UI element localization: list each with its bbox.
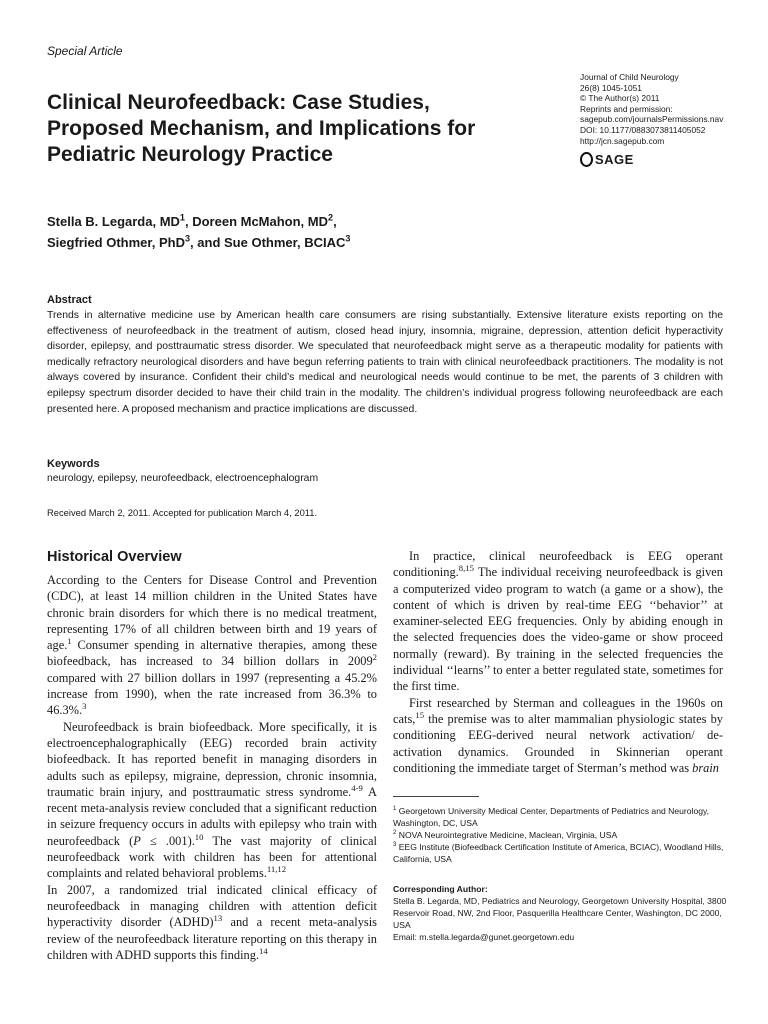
body-column-left	[47, 572, 377, 963]
citation[interactable]: 15	[415, 709, 425, 720]
paragraph: First researched by Sterman and colleagues in the 1960s on cats,$^{15}$ the premise was to alter mammalian physiologic states by conditioning EEG-derived neural network activation/ de-activation dynamics. Grounded in Skinnerian operant conditioning the immediate target of Sterman’s method was brain	[393, 695, 723, 775]
paragraph: Neurofeedback is brain biofeedback. More specifically, it is electroencephalographically (EEG) recorded brain activity biofeedback. It has reported benefit in managing disorders in adults such as epilepsy, migraine, depression, chronic insomnia, traumatic brain injury, and posttraumatic stress syndrome.$^{4-9}$ A recent meta-analysis review concluded that a significant reduction in seizure frequency occurs in adults with epilepsy who train with neurofeedback (P ≤ .001).$^{10}$ The vast majority of clinical neurofeedback work with children has been for attentional complaints and related behavioral problems.$^{11,12}$	[47, 719, 377, 881]
citation[interactable]: 2	[372, 652, 377, 663]
journal-name: Journal of Child Neurology	[580, 72, 679, 82]
footnote: $^1$ Georgetown University Medical Center, Departments of Pediatrics and Neurology, Washington, DC, USA	[393, 806, 710, 828]
received-date: Received March 2, 2011. Accepted for publication March 4, 2011.	[47, 507, 318, 518]
copyright: © The Author(s) 2011	[580, 93, 660, 104]
affiliation-footnotes	[393, 806, 733, 866]
section-heading: Historical Overview	[47, 549, 182, 565]
special-article-label: Special Article	[47, 44, 123, 58]
abstract-text: Trends in alternative medicine use by American health care consumers are rising substantially. Extensive literature exists reporting on the effectiveness of neurofeedback in the treatment of autism, closed head injury, insomnia, migraine, depression, attention deficit hyperactivity disorder, epilepsy, and posttraumatic stress disorder. We speculated that neurofeedback might serve as a therapeutic modality for patients with medically refractory neurological disorders and have begun referring patients to train with clinical neurofeedback practitioners. The modality is not always covered by insurance. Confident their child’s medical and neurological needs would continue to be met, the parents of 3 children with epilepsy spectrum disorder decided to have their child train in the modality. The children’s individual progress following neurofeedback are each presented here. A proposed mechanism and practice implications are discussed.	[47, 310, 723, 415]
corresponding-email[interactable]: Email: m.stella.legarda@gunet.georgetown.edu	[393, 931, 575, 942]
sage-logo-icon	[580, 152, 593, 167]
author: Stella B. Legarda, MD	[47, 214, 180, 229]
abstract-heading: Abstract	[47, 294, 92, 306]
author: Doreen McMahon, MD	[192, 214, 329, 229]
author-affiliation: 3	[345, 233, 351, 244]
corresponding-author	[393, 884, 733, 944]
paragraph: In 2007, a randomized trial indicated clinical efficacy of neurofeedback in managing children with attention deficit hyperactivity disorder (ADHD)$^{13}$ and a recent meta-analysis review of the neurofeedback literature reporting on this therapy in children with ADHD supports this finding.$^{14}$	[47, 882, 378, 962]
journal-volume: 26(8) 1045-1051	[580, 82, 642, 93]
publisher-logo	[580, 152, 634, 167]
citation[interactable]: 8,15	[458, 563, 474, 574]
paragraph: According to the Centers for Disease Control and Prevention (CDC), at least 14 million children in the United States have chronic brain disorders for which there is no medical treatment, representing 17% of all children between birth and 19 years of age.$^1$ Consumer spending in alternative therapies, among these biofeedback, has increased to 34 billion dollars in 2009$^2$ compared with 27 billion dollars in 1997 (representing a 45.2% increase from 1990), when the rate increased from 36.3% to 46.3%.$^3$	[47, 573, 377, 718]
author: Sue Othmer, BCIAC	[224, 235, 346, 250]
footnote: $^2$ NOVA Neurointegrative Medicine, Maclean, Virginia, USA	[393, 829, 618, 840]
reprints-label: Reprints and permission:	[580, 103, 673, 114]
footnote-divider	[393, 796, 479, 797]
citation[interactable]: 4-9	[351, 782, 363, 793]
permissions-link[interactable]: sagepub.com/journalsPermissions.nav	[580, 114, 724, 125]
author-list: Stella B. Legarda, $MD^1$, Doreen McMahon, $MD^2$, Siegfried Othmer, PhD$^3$, and Sue Othmer, BCIAC$^3$	[47, 212, 351, 250]
citation[interactable]: 3	[82, 701, 87, 712]
publisher-name: SAGE	[595, 152, 634, 167]
keywords-text: neurology, epilepsy, neurofeedback, electroencephalogram	[47, 473, 319, 484]
article-title: Clinical Neurofeedback: Case Studies, Proposed Mechanism, and Implications for Pediatric Neurology Practice	[47, 91, 476, 166]
keywords-heading: Keywords	[47, 458, 100, 470]
citation[interactable]: 14	[259, 945, 268, 956]
corresponding-heading: Corresponding Author:	[393, 884, 488, 894]
author: Siegfried Othmer, PhD	[47, 235, 185, 250]
corresponding-address: Stella B. Legarda, MD, Pediatrics and Neurology, Georgetown University Hospital, 3800 Reservoir Road, NW, 2nd Floor, Pasquerilla Healthcare Center, Washington, DC 2000, USA	[393, 895, 727, 930]
journal-info	[580, 72, 750, 146]
author-affiliation: 2	[328, 212, 334, 223]
citation[interactable]: 1	[67, 636, 72, 647]
citation[interactable]: 11,12	[266, 864, 287, 875]
journal-url[interactable]: http://jcn.sagepub.com	[580, 135, 665, 146]
author-affiliation: 1	[179, 212, 185, 223]
author-affiliation: 3	[184, 233, 191, 244]
body-column-right	[393, 548, 723, 776]
paragraph: In practice, clinical neurofeedback is EEG operant conditioning.$^{8,15}$ The individual receiving neurofeedback is given a computerized video program to watch (a game or a show), the content of which is driven by real-time EEG ‘‘behavior’’ at examiner-selected EEG frequencies. Only by abiding enough in the selected frequencies does the video-game or show proceed normally (reward). By training in the selected frequencies the individual ‘‘learns’’ to enter a better regulated state, sometimes for the first time.	[393, 549, 723, 694]
citation[interactable]: 13	[213, 913, 223, 924]
citation[interactable]: 10	[194, 831, 204, 842]
doi[interactable]: DOI: 10.1177/0883073811405052	[580, 124, 706, 135]
footnote: $^3$ EEG Institute (Biofeedback Certification Institute of America, BCIAC), Woodland Hills, California, USA	[393, 841, 724, 864]
